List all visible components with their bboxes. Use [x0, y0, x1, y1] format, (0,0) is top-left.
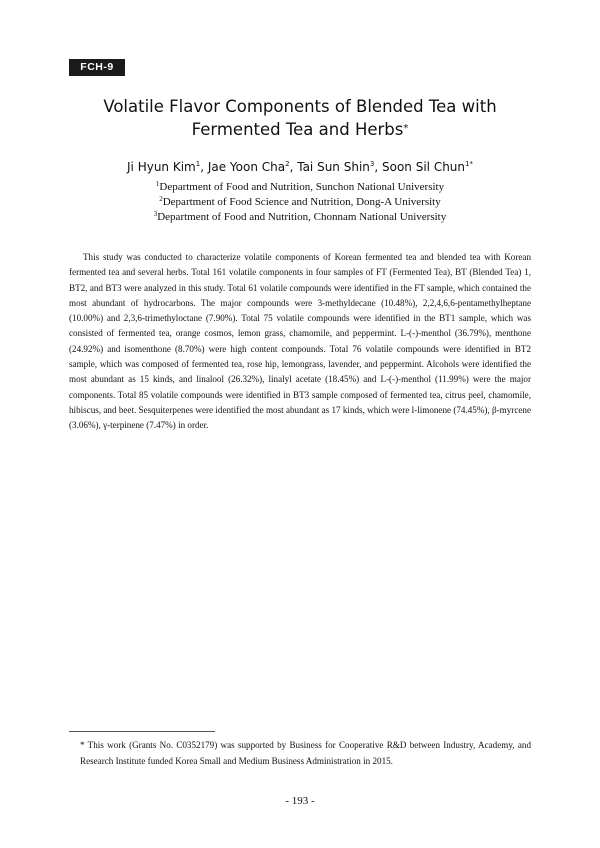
author	[382, 160, 473, 174]
affiliation-text: Department of Food and Nutrition, Chonnam National University	[157, 211, 447, 223]
affiliation-mark: 2	[159, 195, 163, 203]
affiliation	[60, 195, 540, 209]
title-line-1: Volatile Flavor Components of Blended Tea with	[103, 97, 497, 116]
paper-title	[60, 96, 540, 141]
title-line-2-text: Fermented Tea and Herbs	[191, 120, 404, 139]
author-separator: ,	[200, 160, 208, 174]
author-affiliation-mark: 2	[285, 160, 290, 168]
author-list	[60, 159, 540, 175]
author-name: Soon Sil Chun	[382, 160, 466, 174]
funding-footnote: * This work (Grants No. C0352179) was supported by Business for Cooperative R&D between Industry, Academy, and Research Institute funded Korea Small and Medium Business Administration in 2015.	[80, 740, 531, 766]
author-name: Jae Yoon Cha	[207, 160, 286, 174]
author	[208, 160, 297, 174]
author	[127, 160, 208, 174]
author-separator: ,	[289, 160, 298, 174]
author-affiliation-mark: 1*	[465, 160, 473, 168]
author	[297, 160, 382, 174]
affiliation-mark: 1	[155, 180, 160, 188]
author-separator: ,	[374, 160, 382, 174]
author-name: Tai Sun Shin	[297, 160, 370, 174]
affiliation-text: Department of Food Science and Nutrition, Dong-A University	[162, 196, 441, 208]
footnote-divider	[69, 731, 215, 732]
page-number: - 193 -	[285, 795, 315, 807]
author-affiliation-mark: 1	[195, 160, 201, 168]
affiliation	[60, 180, 540, 194]
author-name: Ji Hyun Kim	[127, 160, 196, 174]
affiliation-mark: 3	[153, 210, 158, 218]
abstract-text: This study was conducted to characterize volatile components of Korean fermented tea and blended tea with Korean fermented tea and several herbs. Total 161 volatile components in four samples of FT (Fermented Tea), BT (Blended Tea) 1, BT2, and BT3 were analyzed in this study. Total 61 volatile compounds were identified in the FT sample, which contained the most abundant of hydrocarbons. The major compounds were 3-methyldecane (10.48%), 2,2,4,6,6-pentamethylheptane (10.00%) and 2,3,6-trimethyloctane (7.90%). Total 75 volatile compounds were identified in the BT1 sample, which was consisted of fermented tea, orange cosmos, lemon grass, chamomile, and peppermint. L-(-)-menthol (36.79%), menthone (24.92%) and isomenthone (8.70%) were high content compounds. Total 76 volatile compounds were identified in BT2 sample, which was composed of fermented tea, rose hip, lemongrass, lavender, and peppermint. Alcohols were identified the most abundant as 15 kinds, and linalool (26.32%), linalyl acetate (18.45%) and L-(-)-menthol (11.99%) were the major components. Total 85 volatile compounds were identified in BT3 sample composed of fermented tea, citrus peel, chamomile, hibiscus, and beet. Sesquiterpenes were identified the most abundant as 17 kinds, which were l-limonene (74.45%), β-myrcene (3.06%), γ-terpinene (7.47%) in order.	[69, 252, 531, 431]
affiliation	[60, 210, 540, 224]
session-badge: FCH-9	[69, 59, 125, 76]
title-line-2	[60, 118, 540, 141]
affiliation-text: Department of Food and Nutrition, Sunchon National University	[159, 181, 445, 193]
title-footnote-marker: *	[403, 123, 409, 134]
author-affiliation-mark: 3	[369, 160, 375, 168]
